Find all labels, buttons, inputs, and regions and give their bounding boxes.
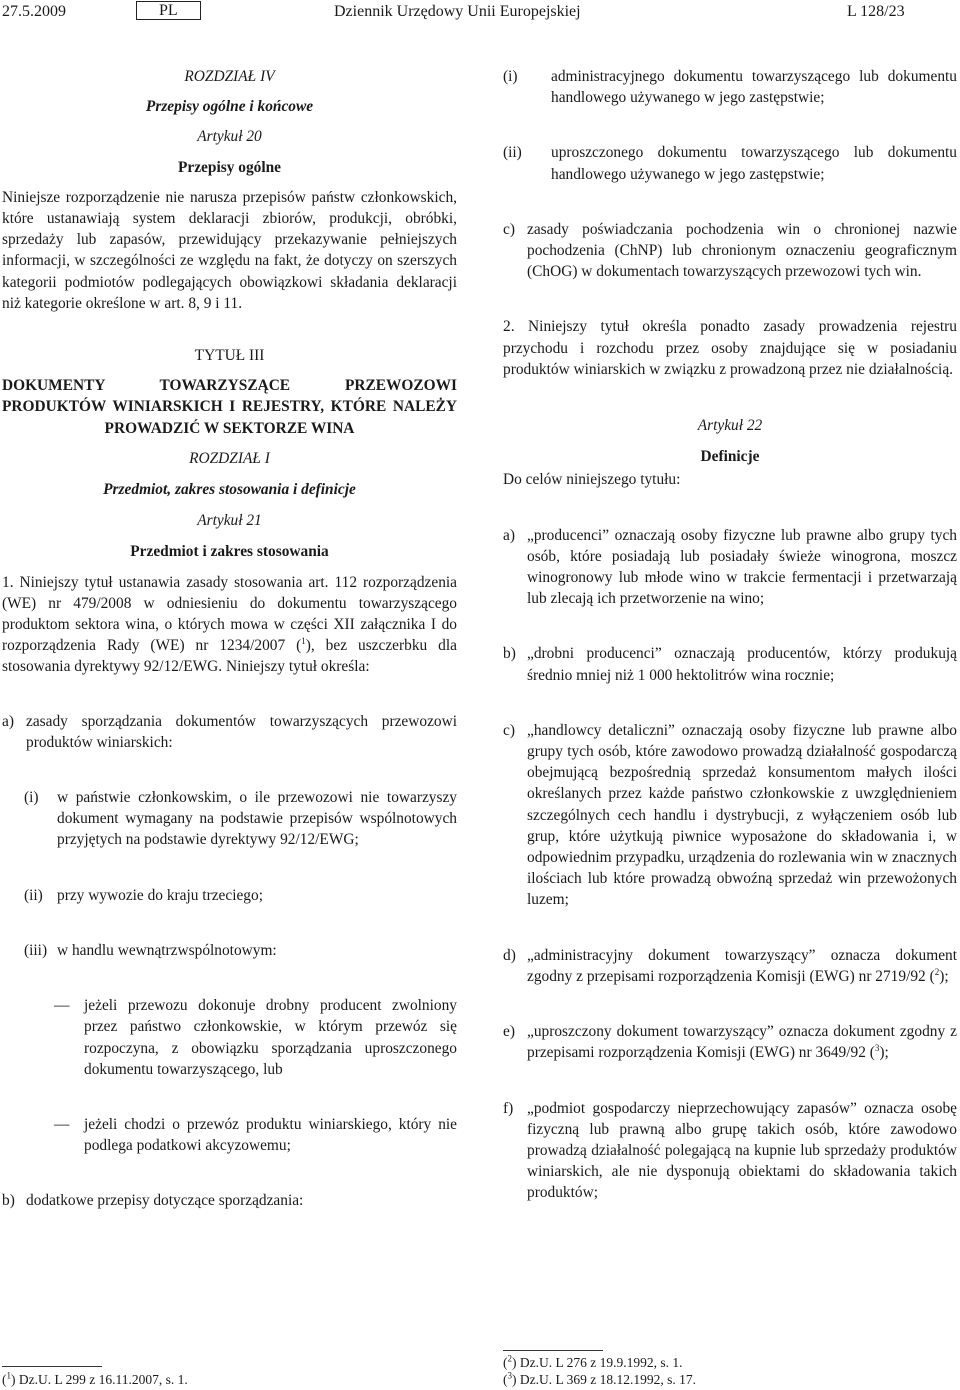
article-21-paragraph-1: 1. Niniejszy tytuł ustanawia zasady stosowania art. 112 rozporządzenia (WE) nr 479/2008 w odniesieniu do dokumentu towarzyszącego produktom sektora wina, o których mowa w części XII załącznika I do rozporządzenia Rady (WE) nr 1234/2007 ($^1$), bez uszczerbku dla stosowania dyrektywy 92/12/EWG. Niniejszy tytuł określa: bbox=[2, 573, 457, 676]
publication-date: 27.5.2009 bbox=[2, 3, 66, 20]
article-20-heading: Artykuł 20 bbox=[197, 128, 262, 146]
article-20-text: Niniejsze rozporządzenie nie narusza przepisów państw członkowskich, które ustanawiają system deklaracji zbiorów, produkcji, obróbki, sprzedaży lub zapasów, przewidujący przekazywanie pełniejszych informacji, w szczególności ze względu na fakt, że dotyczy on szerszych kategorii podmiotów podlegających obowiązkowi składania deklaracji niż kategorie określone w art. 8, 9 i 11. bbox=[2, 188, 457, 312]
footnote-3: ($^3$) Dz.U. L 369 z 18.12.1992, s. 17. bbox=[503, 1370, 696, 1387]
article-22-title: Definicje bbox=[700, 448, 760, 466]
definition-b: b) „drobni producenci” oznaczają producentów, którzy produkują średnio mniej niż 1 000 hektolitrów wina rocznie; bbox=[503, 645, 957, 684]
definition-c: c) „handlowcy detaliczni” oznaczają osoby fizyczne lub prawne albo grupy tych osób, które zawodowo prowadzą działalność gospodarczą obejmującą bezpośrednią sprzedaż konsumentom małych ilości określanych przez każde państwo członkowskie z uwzględnieniem szczególnych cech handlu i dystrybucji, z wyłączeniem osób lub grup, które użytkują piwnice wyposażone do składowania i, w odpowiednim przypadku, urządzenia do rozlewania win w znacznych ilościach lub które prowadzą obwoźną sprzedaż win przewożonych luzem; bbox=[503, 721, 957, 909]
article-21-heading: Artykuł 21 bbox=[197, 512, 262, 530]
definition-a: a) „producenci” oznaczają osoby fizyczne lub prawne albo grupy tych osób, które posiadają lub posiadały świeże winogrona, moszcz winogronowy lub młode wino w trakcie fermentacji i przetwarzają lub zlecają ich przetworzenie na wino; bbox=[503, 526, 957, 608]
article-21-title: Przedmiot i zakres stosowania bbox=[130, 543, 329, 561]
right-footnotes bbox=[503, 1350, 696, 1388]
article-20-title: Przepisy ogólne bbox=[177, 158, 281, 176]
chapter-4-title: Przepisy ogólne i końcowe bbox=[145, 98, 314, 116]
list-item-c: c) zasady poświadczania pochodzenia win o chronionej nazwie pochodzenia (ChNP) lub chronionym oznaczeniu geograficznym (ChOG) w dokumentach towarzyszących przewozowi tych win. bbox=[503, 220, 957, 281]
article-22-heading: Artykuł 22 bbox=[697, 417, 763, 435]
title-3-heading: TYTUŁ III bbox=[194, 347, 265, 365]
title-3-name: DOKUMENTY TOWARZYSZĄCE PRZEWOZOWI PRODUKTÓW WINIARSKICH I REJESTRY, KTÓRE NALEŻY PROWADZIĆ W SEKTORZE WINA bbox=[2, 377, 457, 437]
dash-item-2: — jeżeli chodzi o przewóz produktu winiarskiego, który nie podlega podatkowi akcyzowemu; bbox=[54, 1115, 457, 1155]
footnote-separator bbox=[2, 1366, 102, 1367]
chapter-1-heading: ROZDZIAŁ I bbox=[189, 449, 270, 467]
article-22-intro: Do celów niniejszego tytułu: bbox=[503, 471, 681, 489]
left-column bbox=[2, 66, 457, 1212]
list-item-a-i: (i) w państwie członkowskim, o ile przewozowi nie towarzyszy dokument wymagany na podstawie przepisów wspólnotowych przyjętych na podstawie dyrektywy 92/12/EWG; bbox=[24, 789, 457, 849]
article-21-paragraph-2: 2. Niniejszy tytuł określa ponadto zasady prowadzenia rejestru przychodu i rozchodu przez osoby znajdujące się w posiadaniu produktów winiarskich w związku z prowadzoną przez nie działalnością. bbox=[503, 318, 957, 378]
footnote-2: ($^2$) Dz.U. L 276 z 19.9.1992, s. 1. bbox=[503, 1353, 683, 1370]
list-item-b-ii: (ii) uproszczonego dokumentu towarzyszącego lub dokumentu handlowego używanego w jego zastępstwie; bbox=[503, 144, 957, 183]
definition-d: d) „administracyjny dokument towarzyszący” oznacza dokument zgodny z przepisami rozporządzenia Komisji (EWG) nr 2719/92 ($^2$); bbox=[503, 946, 957, 985]
right-column bbox=[503, 66, 957, 1204]
definition-e: e) „uproszczony dokument towarzyszący” oznacza dokument zgodny z przepisami rozporządzenia Komisji (EWG) nr 3649/92 ($^3$); bbox=[503, 1023, 957, 1062]
footnote-ref-3: 3 bbox=[874, 1043, 880, 1054]
chapter-4-heading: ROZDZIAŁ IV bbox=[184, 68, 275, 85]
list-item-a: a) zasady sporządzania dokumentów towarzyszących przewozowi produktów winiarskich: bbox=[2, 712, 457, 751]
footnote-ref-1: 1 bbox=[301, 636, 306, 647]
page-header bbox=[0, 0, 960, 26]
footnote-ref-2: 2 bbox=[934, 966, 940, 977]
footnote-separator-right bbox=[503, 1350, 603, 1351]
dash-item-1: — jeżeli przewozu dokonuje drobny producent zwolniony przez państwo członkowskie, w którym przewóz się rozpoczyna, z obowiązku sporządzania uproszczonego dokumentu towarzyszącego, lub bbox=[54, 997, 457, 1078]
language-code: PL bbox=[136, 1, 201, 20]
left-footnotes bbox=[2, 1366, 188, 1388]
journal-title: Dziennik Urzędowy Unii Europejskiej bbox=[334, 3, 581, 20]
list-item-b: b) dodatkowe przepisy dotyczące sporządzania: bbox=[2, 1192, 304, 1210]
footnote-1: ($^1$) Dz.U. L 299 z 16.11.2007, s. 1. bbox=[2, 1370, 188, 1387]
page-number: L 128/23 bbox=[847, 3, 905, 20]
list-item-a-ii: (ii) przy wywozie do kraju trzeciego; bbox=[24, 886, 263, 904]
chapter-1-title: Przedmiot, zakres stosowania i definicje bbox=[103, 481, 356, 499]
list-item-a-iii: (iii) w handlu wewnątrzwspólnotowym: bbox=[24, 941, 277, 959]
definition-f: f) „podmiot gospodarczy nieprzechowujący zapasów” oznacza osobę fizyczną lub prawną albo grupę takich osób, które zawodowo prowadzą działalność polegającą na kupnie lub sprzedaży produktów winiarskich, ale nie dysponują obiektami do składowania takich produktów; bbox=[503, 1099, 957, 1202]
list-item-b-i: (i) administracyjnego dokumentu towarzyszącego lub dokumentu handlowego używanego w jego zastępstwie; bbox=[503, 68, 957, 107]
